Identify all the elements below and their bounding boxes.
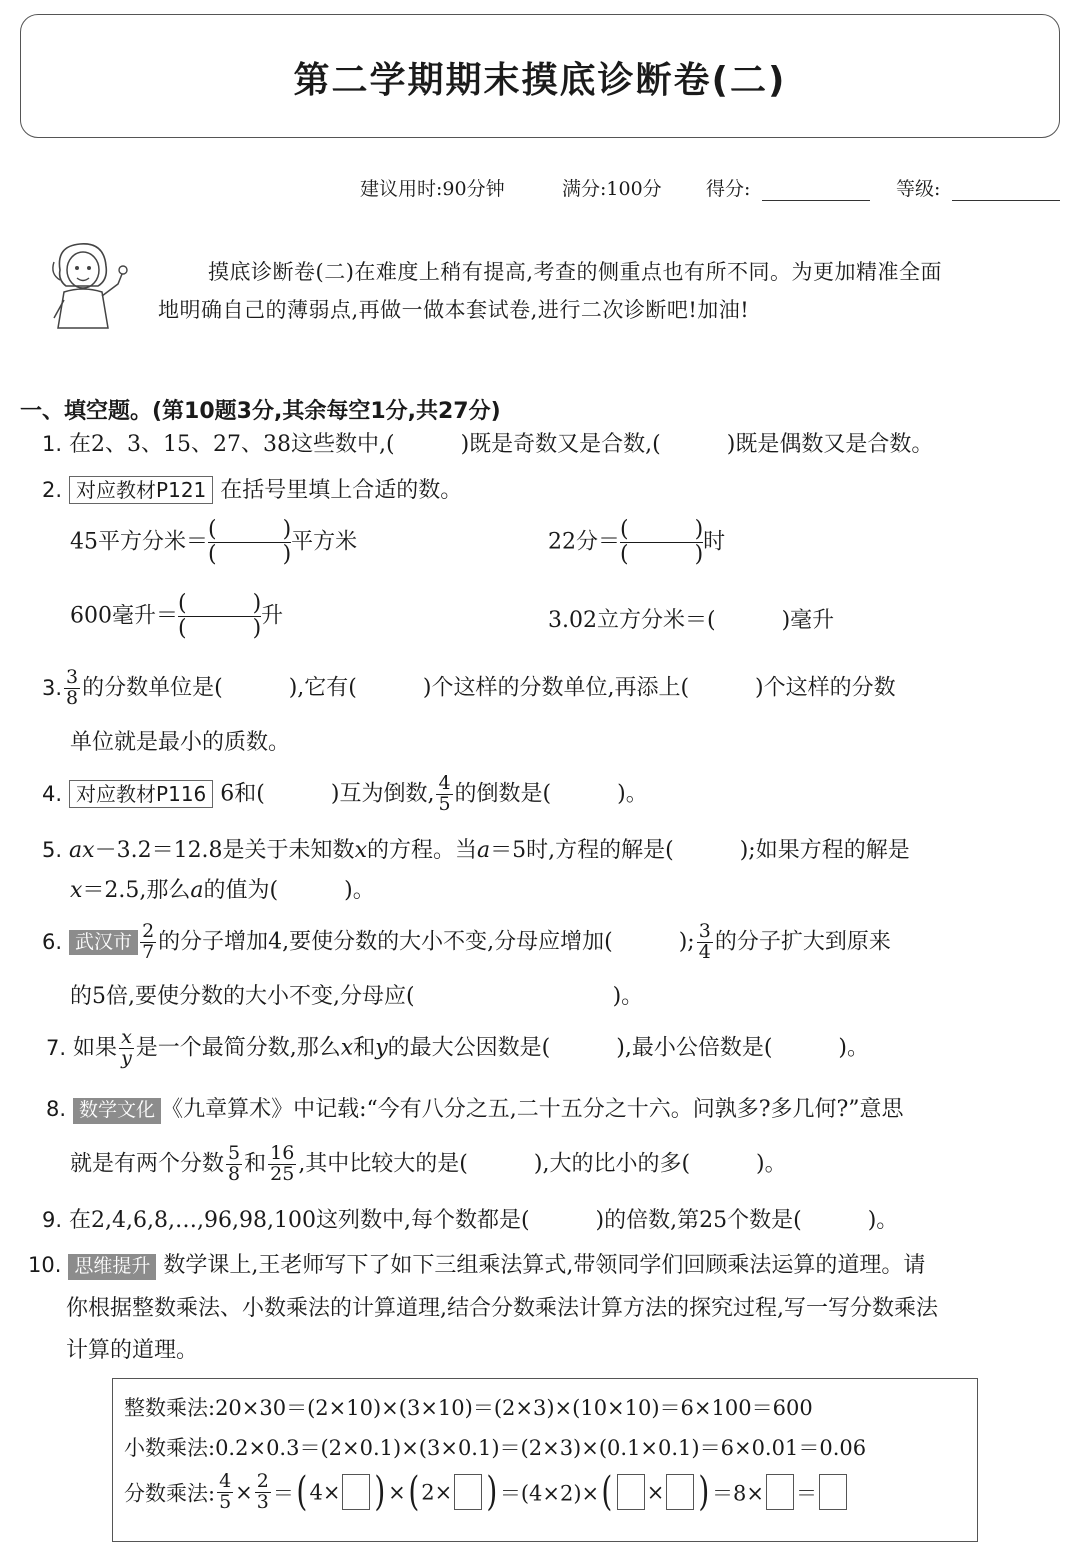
answer-box-4[interactable] xyxy=(666,1474,694,1510)
fraction-4-5 xyxy=(436,774,452,815)
denominator: 7 xyxy=(142,940,155,963)
question-2 xyxy=(42,476,462,504)
question-10-line-2: 你根据整数乘法、小数乘法的计算道理,结合分数乘法计算方法的探究过程,写一写分数乘法 xyxy=(66,1296,938,1321)
left-paren: ( xyxy=(408,1469,419,1516)
answer-box-2[interactable] xyxy=(454,1474,482,1510)
fraction-2-7 xyxy=(140,922,156,963)
product-4x2: ＝(4×2)× xyxy=(499,1481,600,1506)
variable-x: x xyxy=(340,1035,354,1061)
variable-a: a xyxy=(477,838,491,863)
question-text: 数学课上,王老师写下了如下三组乘法算式,带领同学们回顾乘法运算的道理。请 xyxy=(163,1253,926,1278)
numerator: 2 xyxy=(256,1470,269,1492)
question-number: 9. xyxy=(42,1208,63,1232)
conversion-c-left: 600毫升＝ xyxy=(70,603,178,629)
blank-fraction[interactable] xyxy=(208,518,291,567)
fraction-5-8 xyxy=(226,1144,242,1185)
left-paren: ( xyxy=(296,1469,308,1516)
question-text: 的值为( )。 xyxy=(203,878,375,903)
conversion-d: 3.02立方分米＝( )毫升 xyxy=(548,608,835,633)
conversion-c xyxy=(70,592,283,641)
answer-box-5[interactable] xyxy=(766,1474,794,1510)
page-title: 第二学期期末摸底诊断卷(二) xyxy=(293,60,787,101)
variable-a: a xyxy=(190,878,204,903)
question-number: 6. xyxy=(42,929,63,954)
variable-ax: ax xyxy=(69,838,95,863)
question-text: 在2,4,6,8,…,96,98,100这列数中,每个数都是( )的倍数,第25个数是( )。 xyxy=(69,1208,899,1233)
score-label: 得分: xyxy=(706,178,751,200)
numerator: 16 xyxy=(270,1142,295,1164)
textbook-reference-tag: 对应教材P116 xyxy=(69,780,213,808)
grade-field[interactable] xyxy=(952,176,1060,201)
question-text: 就是有两个分数 xyxy=(70,1151,225,1177)
question-text: ,其中比较大的是( ),大的比小的多( )。 xyxy=(298,1151,787,1177)
textbook-reference-tag: 对应教材P121 xyxy=(69,476,213,504)
variable-x: x xyxy=(70,878,83,903)
answer-box-6[interactable] xyxy=(819,1474,847,1510)
conversion-a xyxy=(70,518,357,567)
question-text: 在括号里填上合适的数。 xyxy=(220,478,463,503)
question-text: 的分子增加4,要使分数的大小不变,分母应增加( ); xyxy=(158,929,695,955)
question-6 xyxy=(42,922,891,963)
grade-label: 等级: xyxy=(896,178,941,200)
product-8: ＝8× xyxy=(712,1481,764,1506)
question-text: 如果 xyxy=(73,1035,118,1061)
suggested-time: 建议用时:90分钟 xyxy=(360,178,505,200)
conversion-b-left: 22分＝ xyxy=(548,529,620,555)
numerator: 4 xyxy=(438,772,451,794)
fraction-x-y xyxy=(119,1028,134,1069)
integer-multiplication-line: 整数乘法:20×30＝(2×10)×(3×10)＝(2×3)×(10×10)＝6×100＝600 xyxy=(124,1396,813,1420)
blank-denominator[interactable]: ( ) xyxy=(620,542,704,568)
score-field[interactable] xyxy=(762,176,870,201)
question-1 xyxy=(42,434,933,456)
question-3-continued: 单位就是最小的质数。 xyxy=(70,730,291,755)
numerator: x xyxy=(119,1028,134,1049)
decimal-multiplication-line: 小数乘法:0.2×0.3＝(2×0.1)×(3×0.1)＝(2×3)×(0.1×0.1)＝6×0.01＝0.06 xyxy=(124,1436,867,1460)
question-6-continued: 的5倍,要使分数的大小不变,分母应( )。 xyxy=(70,984,644,1009)
numerator: 5 xyxy=(228,1142,241,1164)
variable-y: y xyxy=(375,1035,388,1061)
conversion-c-unit: 升 xyxy=(261,603,284,629)
question-text: ＝2.5,那么 xyxy=(82,878,191,903)
left-paren: ( xyxy=(601,1469,613,1516)
intro-line-2: 地明确自己的薄弱点,再做一做本套试卷,进行二次诊断吧!加油! xyxy=(158,298,750,322)
equals-sign: ＝ xyxy=(272,1481,294,1506)
numerator: 3 xyxy=(698,920,711,942)
question-10 xyxy=(28,1254,925,1280)
question-text: 的方程。当 xyxy=(366,838,477,863)
fraction-16-25 xyxy=(268,1144,296,1185)
denominator: 25 xyxy=(270,1162,295,1185)
denominator: 3 xyxy=(256,1490,269,1513)
question-text: 的最大公因数是( ),最小公倍数是( )。 xyxy=(387,1035,869,1061)
question-number: 8. xyxy=(46,1097,67,1121)
question-number: 10. xyxy=(28,1253,62,1277)
variable-x: x xyxy=(354,838,367,863)
question-number: 4. xyxy=(42,781,63,806)
conversion-a-unit: 平方米 xyxy=(291,529,358,555)
question-text: ＝5时,方程的解是( );如果方程的解是 xyxy=(490,838,910,863)
question-text: －3.2＝12.8是关于未知数 xyxy=(94,838,355,863)
question-text: 和 xyxy=(244,1151,267,1177)
right-paren: ) xyxy=(374,1469,386,1516)
intro-line-1: 摸底诊断卷(二)在难度上稍有提高,考查的侧重点也有所不同。为更加精准全面 xyxy=(208,260,943,284)
question-4 xyxy=(42,774,648,815)
question-text: 的分数单位是( ),它有( )个这样的分数单位,再添上( )个这样的分数 xyxy=(82,675,896,701)
question-number: 3. xyxy=(42,675,63,700)
denominator: 5 xyxy=(438,792,451,815)
blank-numerator[interactable]: ( ) xyxy=(208,517,292,542)
question-10-line-3: 计算的道理。 xyxy=(66,1338,199,1363)
right-paren: ) xyxy=(698,1469,710,1516)
question-5-continued xyxy=(70,880,375,902)
answer-box-1[interactable] xyxy=(342,1474,370,1510)
topic-tag: 思维提升 xyxy=(68,1254,156,1280)
conversion-b xyxy=(548,518,725,567)
fraction-2-3 xyxy=(255,1472,271,1513)
question-number: 2. xyxy=(42,478,63,502)
denominator: 5 xyxy=(219,1490,232,1513)
times-sign: × xyxy=(646,1480,665,1505)
factor-4: 4× xyxy=(309,1480,341,1505)
question-7 xyxy=(46,1028,869,1069)
question-text: 在2、3、15、27、38这些数中,( )既是奇数又是合数,( )既是偶数又是合数。 xyxy=(69,432,934,457)
fraction-multiplication-label: 分数乘法: xyxy=(124,1481,216,1506)
question-text: 和 xyxy=(353,1035,376,1061)
question-3 xyxy=(42,668,896,709)
topic-tag: 数学文化 xyxy=(73,1098,161,1124)
denominator: 8 xyxy=(66,686,79,709)
fraction-multiplication-line xyxy=(124,1469,849,1516)
blank-denominator[interactable]: ( ) xyxy=(178,616,262,642)
numerator: 3 xyxy=(66,666,79,688)
blank-fraction[interactable] xyxy=(620,518,703,567)
question-number: 7. xyxy=(46,1035,67,1060)
question-text: 的分子扩大到原来 xyxy=(714,929,891,955)
fraction-3-4 xyxy=(697,922,713,963)
blank-numerator[interactable]: ( ) xyxy=(178,591,262,616)
full-score: 满分:100分 xyxy=(562,178,662,200)
fraction-4-5 xyxy=(217,1472,233,1513)
numerator: 4 xyxy=(219,1470,232,1492)
factor-2: 2× xyxy=(421,1480,453,1505)
numerator: 2 xyxy=(142,920,155,942)
question-text-end: 的倒数是( )。 xyxy=(454,781,648,807)
question-8-continued xyxy=(70,1144,787,1185)
times-sign: × xyxy=(388,1480,406,1505)
fraction-3-8 xyxy=(64,668,80,709)
times-sign: × xyxy=(235,1480,253,1505)
right-paren: ) xyxy=(486,1469,498,1516)
blank-denominator[interactable]: ( ) xyxy=(208,542,292,568)
equals-sign: ＝ xyxy=(795,1481,817,1506)
conversion-a-left: 45平方分米＝ xyxy=(70,529,208,555)
question-text: 是一个最简分数,那么 xyxy=(135,1035,341,1061)
question-8 xyxy=(46,1098,904,1124)
blank-numerator[interactable]: ( ) xyxy=(620,517,704,542)
question-9 xyxy=(42,1210,898,1232)
denominator: 8 xyxy=(228,1162,241,1185)
denominator: 4 xyxy=(698,940,711,963)
denominator: y xyxy=(121,1046,132,1069)
question-number: 1. xyxy=(42,432,63,456)
cartoon-girl-illustration xyxy=(46,240,142,332)
region-tag: 武汉市 xyxy=(69,930,138,956)
question-text: 《九章算术》中记载:“今有八分之五,二十五分之十六。问孰多?多几何?”意思 xyxy=(161,1097,904,1122)
section-1-heading: 一、填空题。(第10题3分,其余每空1分,共27分) xyxy=(20,399,501,424)
question-5 xyxy=(42,840,910,862)
conversion-b-unit: 时 xyxy=(703,529,726,555)
answer-box-3[interactable] xyxy=(617,1474,645,1510)
question-number: 5. xyxy=(42,838,63,862)
question-text: 6和( )互为倒数, xyxy=(220,781,435,807)
blank-fraction[interactable] xyxy=(178,592,261,641)
